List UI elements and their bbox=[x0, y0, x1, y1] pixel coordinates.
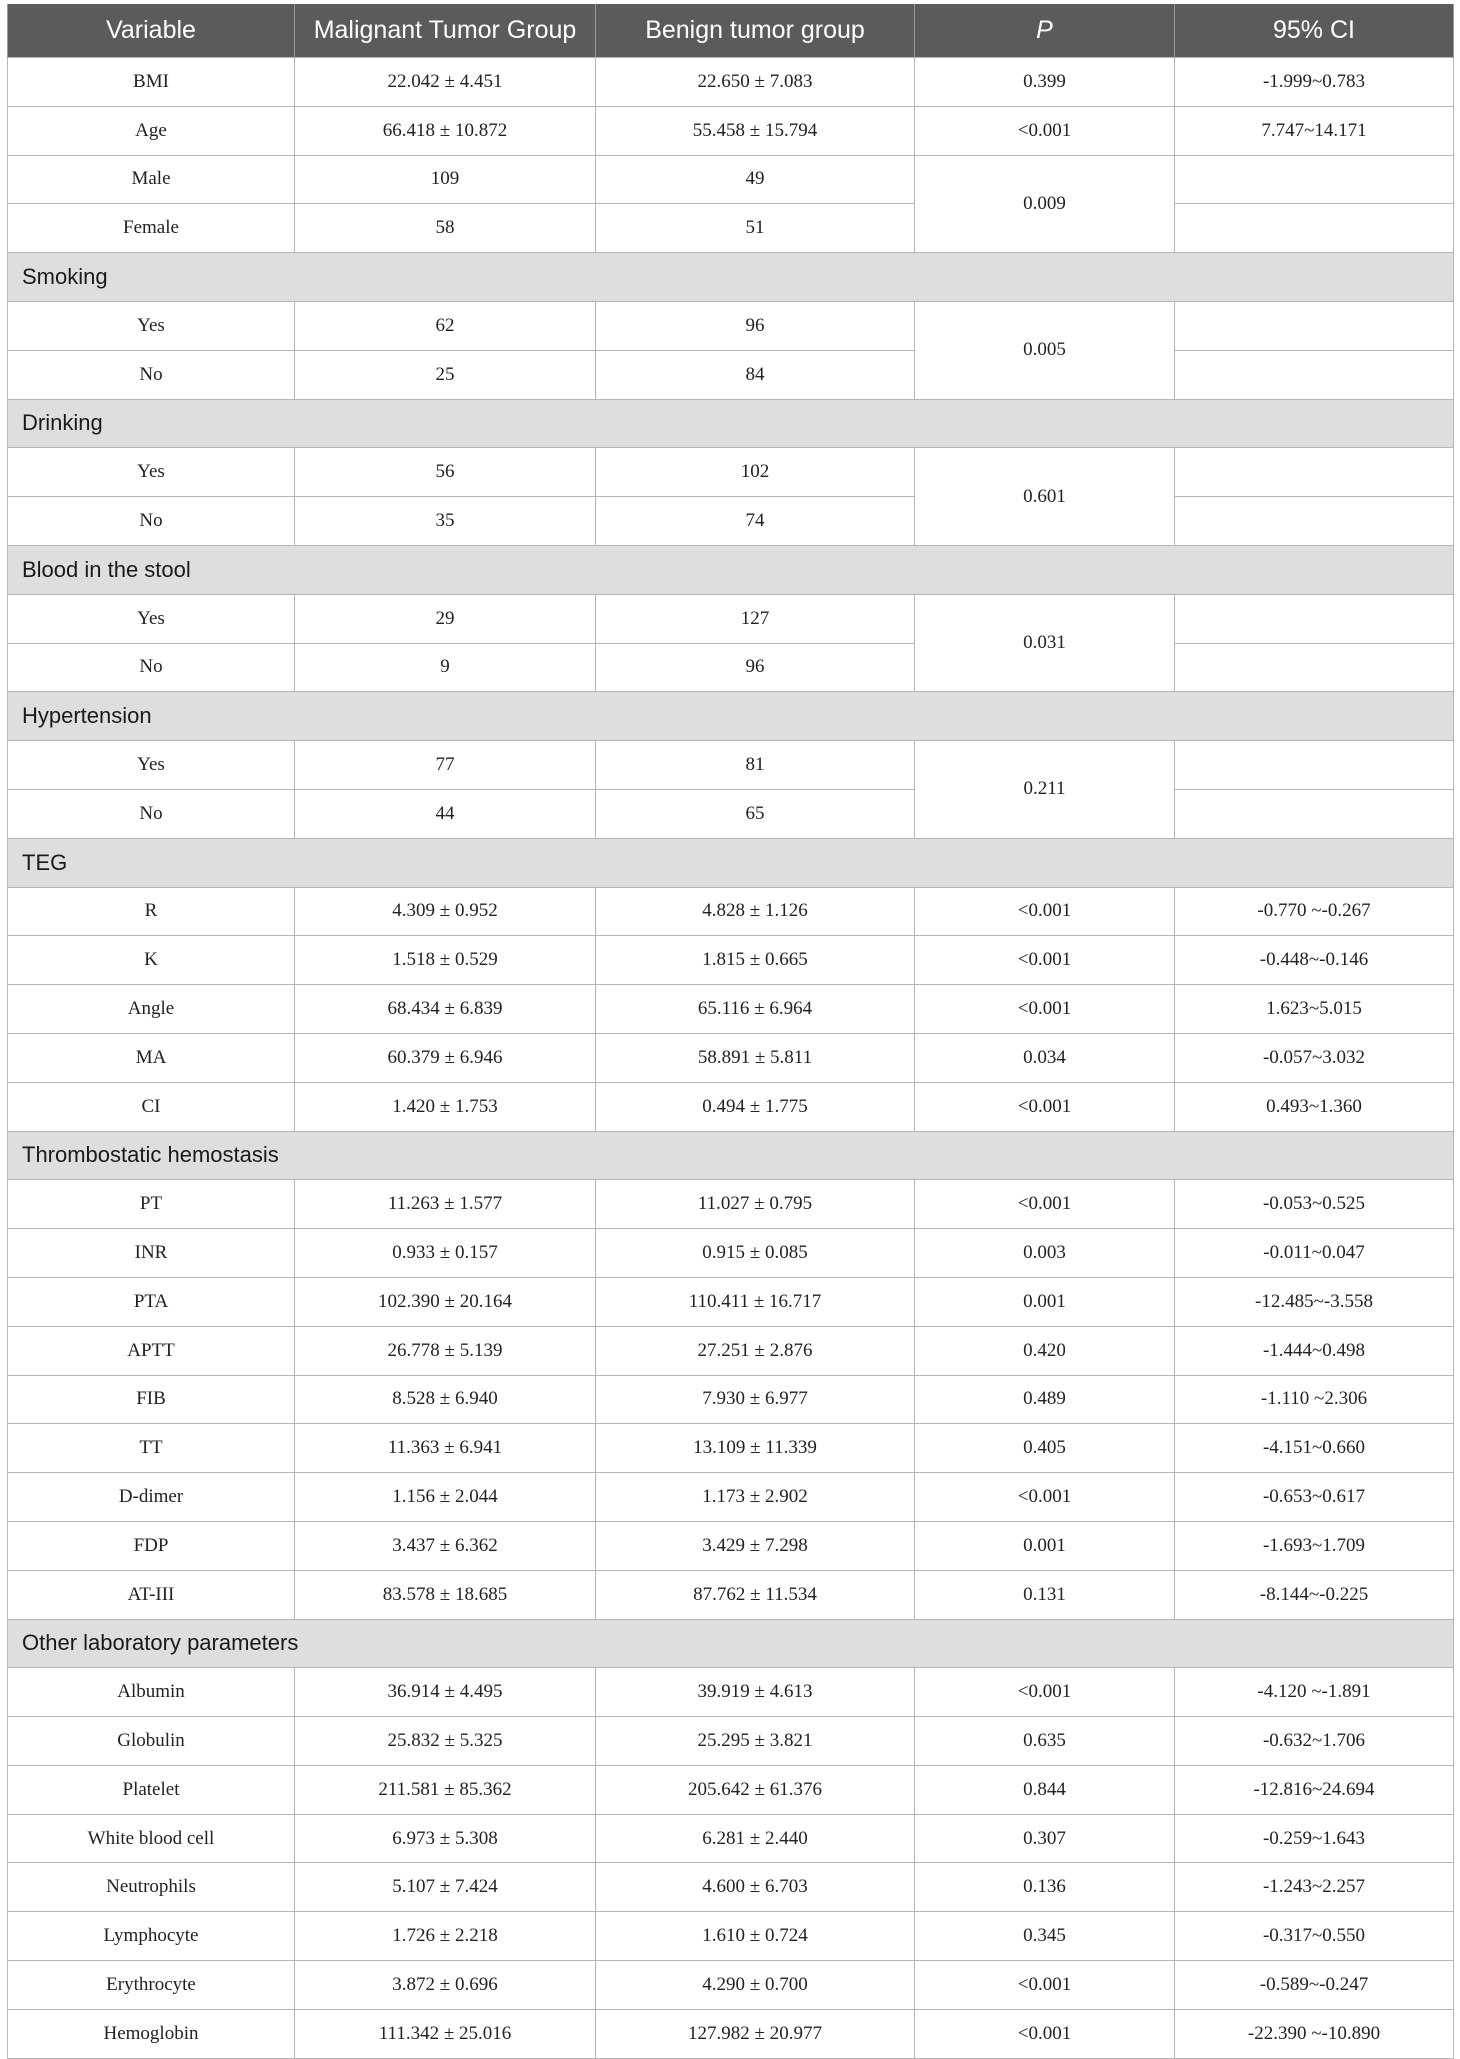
table-row bbox=[8, 350, 1454, 399]
variable-cell: Male bbox=[8, 155, 295, 204]
ci-cell: -1.693~1.709 bbox=[1175, 1521, 1454, 1570]
malignant-value-cell: 11.263 ± 1.577 bbox=[295, 1180, 596, 1229]
malignant-value-cell: 35 bbox=[295, 497, 596, 546]
malignant-value-cell: 6.973 ± 5.308 bbox=[295, 1814, 596, 1863]
p-value-cell: 0.003 bbox=[915, 1229, 1175, 1278]
ci-cell bbox=[1175, 497, 1454, 546]
ci-cell: -0.448~-0.146 bbox=[1175, 936, 1454, 985]
ci-cell: -1.243~2.257 bbox=[1175, 1863, 1454, 1912]
header-ci: 95% CI bbox=[1175, 4, 1454, 58]
section-header-row bbox=[8, 1131, 1454, 1180]
section-title: Drinking bbox=[8, 399, 1454, 448]
p-value-cell: 0.001 bbox=[915, 1521, 1175, 1570]
variable-cell: No bbox=[8, 643, 295, 692]
section-title: Thrombostatic hemostasis bbox=[8, 1131, 1454, 1180]
benign-value-cell: 127 bbox=[596, 594, 915, 643]
table-row bbox=[8, 1375, 1454, 1424]
malignant-value-cell: 56 bbox=[295, 448, 596, 497]
p-value-cell: 0.405 bbox=[915, 1424, 1175, 1473]
table-row bbox=[8, 985, 1454, 1034]
benign-value-cell: 22.650 ± 7.083 bbox=[596, 58, 915, 107]
ci-cell: -4.120 ~-1.891 bbox=[1175, 1668, 1454, 1717]
p-value-cell: 0.131 bbox=[915, 1570, 1175, 1619]
table-row bbox=[8, 1424, 1454, 1473]
ci-cell bbox=[1175, 350, 1454, 399]
p-value-cell: <0.001 bbox=[915, 1180, 1175, 1229]
malignant-value-cell: 11.363 ± 6.941 bbox=[295, 1424, 596, 1473]
variable-cell: K bbox=[8, 936, 295, 985]
p-value-cell: 0.009 bbox=[915, 155, 1175, 253]
malignant-value-cell: 1.420 ± 1.753 bbox=[295, 1082, 596, 1131]
table-row bbox=[8, 155, 1454, 204]
benign-value-cell: 127.982 ± 20.977 bbox=[596, 2009, 915, 2058]
variable-cell: No bbox=[8, 350, 295, 399]
benign-value-cell: 96 bbox=[596, 643, 915, 692]
variable-cell: D-dimer bbox=[8, 1473, 295, 1522]
malignant-value-cell: 0.933 ± 0.157 bbox=[295, 1229, 596, 1278]
malignant-value-cell: 1.518 ± 0.529 bbox=[295, 936, 596, 985]
p-value-cell: 0.136 bbox=[915, 1863, 1175, 1912]
malignant-value-cell: 4.309 ± 0.952 bbox=[295, 887, 596, 936]
variable-cell: INR bbox=[8, 1229, 295, 1278]
malignant-value-cell: 111.342 ± 25.016 bbox=[295, 2009, 596, 2058]
variable-cell: Albumin bbox=[8, 1668, 295, 1717]
p-value-cell: 0.844 bbox=[915, 1765, 1175, 1814]
variable-cell: Lymphocyte bbox=[8, 1912, 295, 1961]
table-row bbox=[8, 1961, 1454, 2010]
table-row bbox=[8, 1521, 1454, 1570]
header-row bbox=[8, 4, 1454, 58]
variable-cell: No bbox=[8, 497, 295, 546]
variable-cell: AT-III bbox=[8, 1570, 295, 1619]
ci-cell bbox=[1175, 789, 1454, 838]
table-row bbox=[8, 936, 1454, 985]
section-title: Smoking bbox=[8, 253, 1454, 302]
table-row bbox=[8, 1326, 1454, 1375]
malignant-value-cell: 62 bbox=[295, 301, 596, 350]
table-row bbox=[8, 448, 1454, 497]
section-header-row bbox=[8, 1619, 1454, 1668]
ci-cell: -8.144~-0.225 bbox=[1175, 1570, 1454, 1619]
malignant-value-cell: 8.528 ± 6.940 bbox=[295, 1375, 596, 1424]
table-row bbox=[8, 58, 1454, 107]
section-title: Blood in the stool bbox=[8, 545, 1454, 594]
variable-cell: Yes bbox=[8, 301, 295, 350]
table-row bbox=[8, 1570, 1454, 1619]
ci-cell bbox=[1175, 448, 1454, 497]
p-value-cell: <0.001 bbox=[915, 106, 1175, 155]
p-value-cell: <0.001 bbox=[915, 887, 1175, 936]
header-p: P bbox=[915, 4, 1175, 58]
ci-cell bbox=[1175, 155, 1454, 204]
header-benign: Benign tumor group bbox=[596, 4, 915, 58]
variable-cell: Neutrophils bbox=[8, 1863, 295, 1912]
benign-value-cell: 6.281 ± 2.440 bbox=[596, 1814, 915, 1863]
benign-value-cell: 13.109 ± 11.339 bbox=[596, 1424, 915, 1473]
benign-value-cell: 55.458 ± 15.794 bbox=[596, 106, 915, 155]
table-row bbox=[8, 1082, 1454, 1131]
table-row bbox=[8, 1180, 1454, 1229]
ci-cell: -12.485~-3.558 bbox=[1175, 1277, 1454, 1326]
table-row bbox=[8, 594, 1454, 643]
malignant-value-cell: 211.581 ± 85.362 bbox=[295, 1765, 596, 1814]
table-row bbox=[8, 1814, 1454, 1863]
benign-value-cell: 84 bbox=[596, 350, 915, 399]
malignant-value-cell: 60.379 ± 6.946 bbox=[295, 1033, 596, 1082]
header-variable: Variable bbox=[8, 4, 295, 58]
variable-cell: No bbox=[8, 789, 295, 838]
ci-cell: -0.259~1.643 bbox=[1175, 1814, 1454, 1863]
variable-cell: Yes bbox=[8, 448, 295, 497]
malignant-value-cell: 77 bbox=[295, 741, 596, 790]
ci-cell bbox=[1175, 594, 1454, 643]
malignant-value-cell: 102.390 ± 20.164 bbox=[295, 1277, 596, 1326]
ci-cell: -0.053~0.525 bbox=[1175, 1180, 1454, 1229]
comparison-table bbox=[7, 4, 1454, 2059]
variable-cell: Yes bbox=[8, 741, 295, 790]
ci-cell bbox=[1175, 301, 1454, 350]
table-row bbox=[8, 1033, 1454, 1082]
ci-cell: -1.110 ~2.306 bbox=[1175, 1375, 1454, 1424]
malignant-value-cell: 5.107 ± 7.424 bbox=[295, 1863, 596, 1912]
table-row bbox=[8, 301, 1454, 350]
ci-cell bbox=[1175, 643, 1454, 692]
benign-value-cell: 87.762 ± 11.534 bbox=[596, 1570, 915, 1619]
section-title: TEG bbox=[8, 838, 1454, 887]
table-row bbox=[8, 643, 1454, 692]
p-value-cell: <0.001 bbox=[915, 936, 1175, 985]
benign-value-cell: 58.891 ± 5.811 bbox=[596, 1033, 915, 1082]
malignant-value-cell: 1.726 ± 2.218 bbox=[295, 1912, 596, 1961]
ci-cell: -0.770 ~-0.267 bbox=[1175, 887, 1454, 936]
p-value-cell: <0.001 bbox=[915, 1961, 1175, 2010]
ci-cell bbox=[1175, 741, 1454, 790]
variable-cell: PTA bbox=[8, 1277, 295, 1326]
benign-value-cell: 81 bbox=[596, 741, 915, 790]
p-value-cell: <0.001 bbox=[915, 2009, 1175, 2058]
table-row bbox=[8, 1765, 1454, 1814]
benign-value-cell: 7.930 ± 6.977 bbox=[596, 1375, 915, 1424]
p-value-cell: 0.307 bbox=[915, 1814, 1175, 1863]
ci-cell: -22.390 ~-10.890 bbox=[1175, 2009, 1454, 2058]
p-value-cell: 0.034 bbox=[915, 1033, 1175, 1082]
table-body bbox=[8, 58, 1454, 2059]
variable-cell: Platelet bbox=[8, 1765, 295, 1814]
ci-cell: -0.057~3.032 bbox=[1175, 1033, 1454, 1082]
p-value-cell: 0.635 bbox=[915, 1717, 1175, 1766]
variable-cell: Hemoglobin bbox=[8, 2009, 295, 2058]
ci-cell: -4.151~0.660 bbox=[1175, 1424, 1454, 1473]
ci-cell: -0.011~0.047 bbox=[1175, 1229, 1454, 1278]
benign-value-cell: 4.600 ± 6.703 bbox=[596, 1863, 915, 1912]
variable-cell: PT bbox=[8, 1180, 295, 1229]
ci-cell: -0.632~1.706 bbox=[1175, 1717, 1454, 1766]
section-title: Hypertension bbox=[8, 692, 1454, 741]
benign-value-cell: 27.251 ± 2.876 bbox=[596, 1326, 915, 1375]
variable-cell: Angle bbox=[8, 985, 295, 1034]
benign-value-cell: 4.290 ± 0.700 bbox=[596, 1961, 915, 2010]
section-header-row bbox=[8, 253, 1454, 302]
benign-value-cell: 11.027 ± 0.795 bbox=[596, 1180, 915, 1229]
malignant-value-cell: 83.578 ± 18.685 bbox=[295, 1570, 596, 1619]
malignant-value-cell: 58 bbox=[295, 204, 596, 253]
table-row bbox=[8, 1668, 1454, 1717]
ci-cell: -0.589~-0.247 bbox=[1175, 1961, 1454, 2010]
p-value-cell: <0.001 bbox=[915, 985, 1175, 1034]
malignant-value-cell: 25.832 ± 5.325 bbox=[295, 1717, 596, 1766]
table-row bbox=[8, 106, 1454, 155]
malignant-value-cell: 22.042 ± 4.451 bbox=[295, 58, 596, 107]
variable-cell: White blood cell bbox=[8, 1814, 295, 1863]
variable-cell: CI bbox=[8, 1082, 295, 1131]
benign-value-cell: 49 bbox=[596, 155, 915, 204]
p-value-cell: 0.489 bbox=[915, 1375, 1175, 1424]
benign-value-cell: 4.828 ± 1.126 bbox=[596, 887, 915, 936]
table-row bbox=[8, 1912, 1454, 1961]
variable-cell: Globulin bbox=[8, 1717, 295, 1766]
benign-value-cell: 39.919 ± 4.613 bbox=[596, 1668, 915, 1717]
malignant-value-cell: 44 bbox=[295, 789, 596, 838]
p-value-cell: 0.420 bbox=[915, 1326, 1175, 1375]
benign-value-cell: 0.494 ± 1.775 bbox=[596, 1082, 915, 1131]
p-value-cell: 0.399 bbox=[915, 58, 1175, 107]
table-row bbox=[8, 789, 1454, 838]
table-row bbox=[8, 1277, 1454, 1326]
section-header-row bbox=[8, 399, 1454, 448]
p-value-cell: 0.345 bbox=[915, 1912, 1175, 1961]
section-header-row bbox=[8, 692, 1454, 741]
variable-cell: APTT bbox=[8, 1326, 295, 1375]
p-value-cell: <0.001 bbox=[915, 1082, 1175, 1131]
table-row bbox=[8, 1229, 1454, 1278]
variable-cell: Yes bbox=[8, 594, 295, 643]
malignant-value-cell: 68.434 ± 6.839 bbox=[295, 985, 596, 1034]
p-value-cell: 0.005 bbox=[915, 301, 1175, 399]
table-row bbox=[8, 741, 1454, 790]
ci-cell: 7.747~14.171 bbox=[1175, 106, 1454, 155]
benign-value-cell: 25.295 ± 3.821 bbox=[596, 1717, 915, 1766]
section-title: Other laboratory parameters bbox=[8, 1619, 1454, 1668]
malignant-value-cell: 26.778 ± 5.139 bbox=[295, 1326, 596, 1375]
malignant-value-cell: 3.872 ± 0.696 bbox=[295, 1961, 596, 2010]
benign-value-cell: 110.411 ± 16.717 bbox=[596, 1277, 915, 1326]
variable-cell: FIB bbox=[8, 1375, 295, 1424]
section-header-row bbox=[8, 545, 1454, 594]
benign-value-cell: 74 bbox=[596, 497, 915, 546]
ci-cell: 1.623~5.015 bbox=[1175, 985, 1454, 1034]
benign-value-cell: 1.815 ± 0.665 bbox=[596, 936, 915, 985]
ci-cell: -0.653~0.617 bbox=[1175, 1473, 1454, 1522]
malignant-value-cell: 3.437 ± 6.362 bbox=[295, 1521, 596, 1570]
benign-value-cell: 0.915 ± 0.085 bbox=[596, 1229, 915, 1278]
table-row bbox=[8, 2009, 1454, 2058]
variable-cell: FDP bbox=[8, 1521, 295, 1570]
section-header-row bbox=[8, 838, 1454, 887]
p-value-cell: 0.001 bbox=[915, 1277, 1175, 1326]
header-malignant: Malignant Tumor Group bbox=[295, 4, 596, 58]
variable-cell: Female bbox=[8, 204, 295, 253]
ci-cell: -1.999~0.783 bbox=[1175, 58, 1454, 107]
p-value-cell: 0.601 bbox=[915, 448, 1175, 546]
ci-cell: -12.816~24.694 bbox=[1175, 1765, 1454, 1814]
table-row bbox=[8, 1717, 1454, 1766]
malignant-value-cell: 25 bbox=[295, 350, 596, 399]
ci-cell: 0.493~1.360 bbox=[1175, 1082, 1454, 1131]
variable-cell: Erythrocyte bbox=[8, 1961, 295, 2010]
ci-cell: -0.317~0.550 bbox=[1175, 1912, 1454, 1961]
table-row bbox=[8, 204, 1454, 253]
variable-cell: TT bbox=[8, 1424, 295, 1473]
ci-cell bbox=[1175, 204, 1454, 253]
table-row bbox=[8, 1473, 1454, 1522]
malignant-value-cell: 109 bbox=[295, 155, 596, 204]
malignant-value-cell: 66.418 ± 10.872 bbox=[295, 106, 596, 155]
benign-value-cell: 96 bbox=[596, 301, 915, 350]
table-row bbox=[8, 497, 1454, 546]
p-value-cell: 0.031 bbox=[915, 594, 1175, 692]
benign-value-cell: 1.610 ± 0.724 bbox=[596, 1912, 915, 1961]
malignant-value-cell: 29 bbox=[295, 594, 596, 643]
p-value-cell: 0.211 bbox=[915, 741, 1175, 839]
benign-value-cell: 205.642 ± 61.376 bbox=[596, 1765, 915, 1814]
benign-value-cell: 65.116 ± 6.964 bbox=[596, 985, 915, 1034]
table-row bbox=[8, 887, 1454, 936]
variable-cell: MA bbox=[8, 1033, 295, 1082]
p-value-cell: <0.001 bbox=[915, 1668, 1175, 1717]
malignant-value-cell: 36.914 ± 4.495 bbox=[295, 1668, 596, 1717]
benign-value-cell: 51 bbox=[596, 204, 915, 253]
variable-cell: R bbox=[8, 887, 295, 936]
malignant-value-cell: 1.156 ± 2.044 bbox=[295, 1473, 596, 1522]
ci-cell: -1.444~0.498 bbox=[1175, 1326, 1454, 1375]
p-value-cell: <0.001 bbox=[915, 1473, 1175, 1522]
benign-value-cell: 102 bbox=[596, 448, 915, 497]
malignant-value-cell: 9 bbox=[295, 643, 596, 692]
variable-cell: BMI bbox=[8, 58, 295, 107]
variable-cell: Age bbox=[8, 106, 295, 155]
benign-value-cell: 1.173 ± 2.902 bbox=[596, 1473, 915, 1522]
table-row bbox=[8, 1863, 1454, 1912]
benign-value-cell: 3.429 ± 7.298 bbox=[596, 1521, 915, 1570]
benign-value-cell: 65 bbox=[596, 789, 915, 838]
